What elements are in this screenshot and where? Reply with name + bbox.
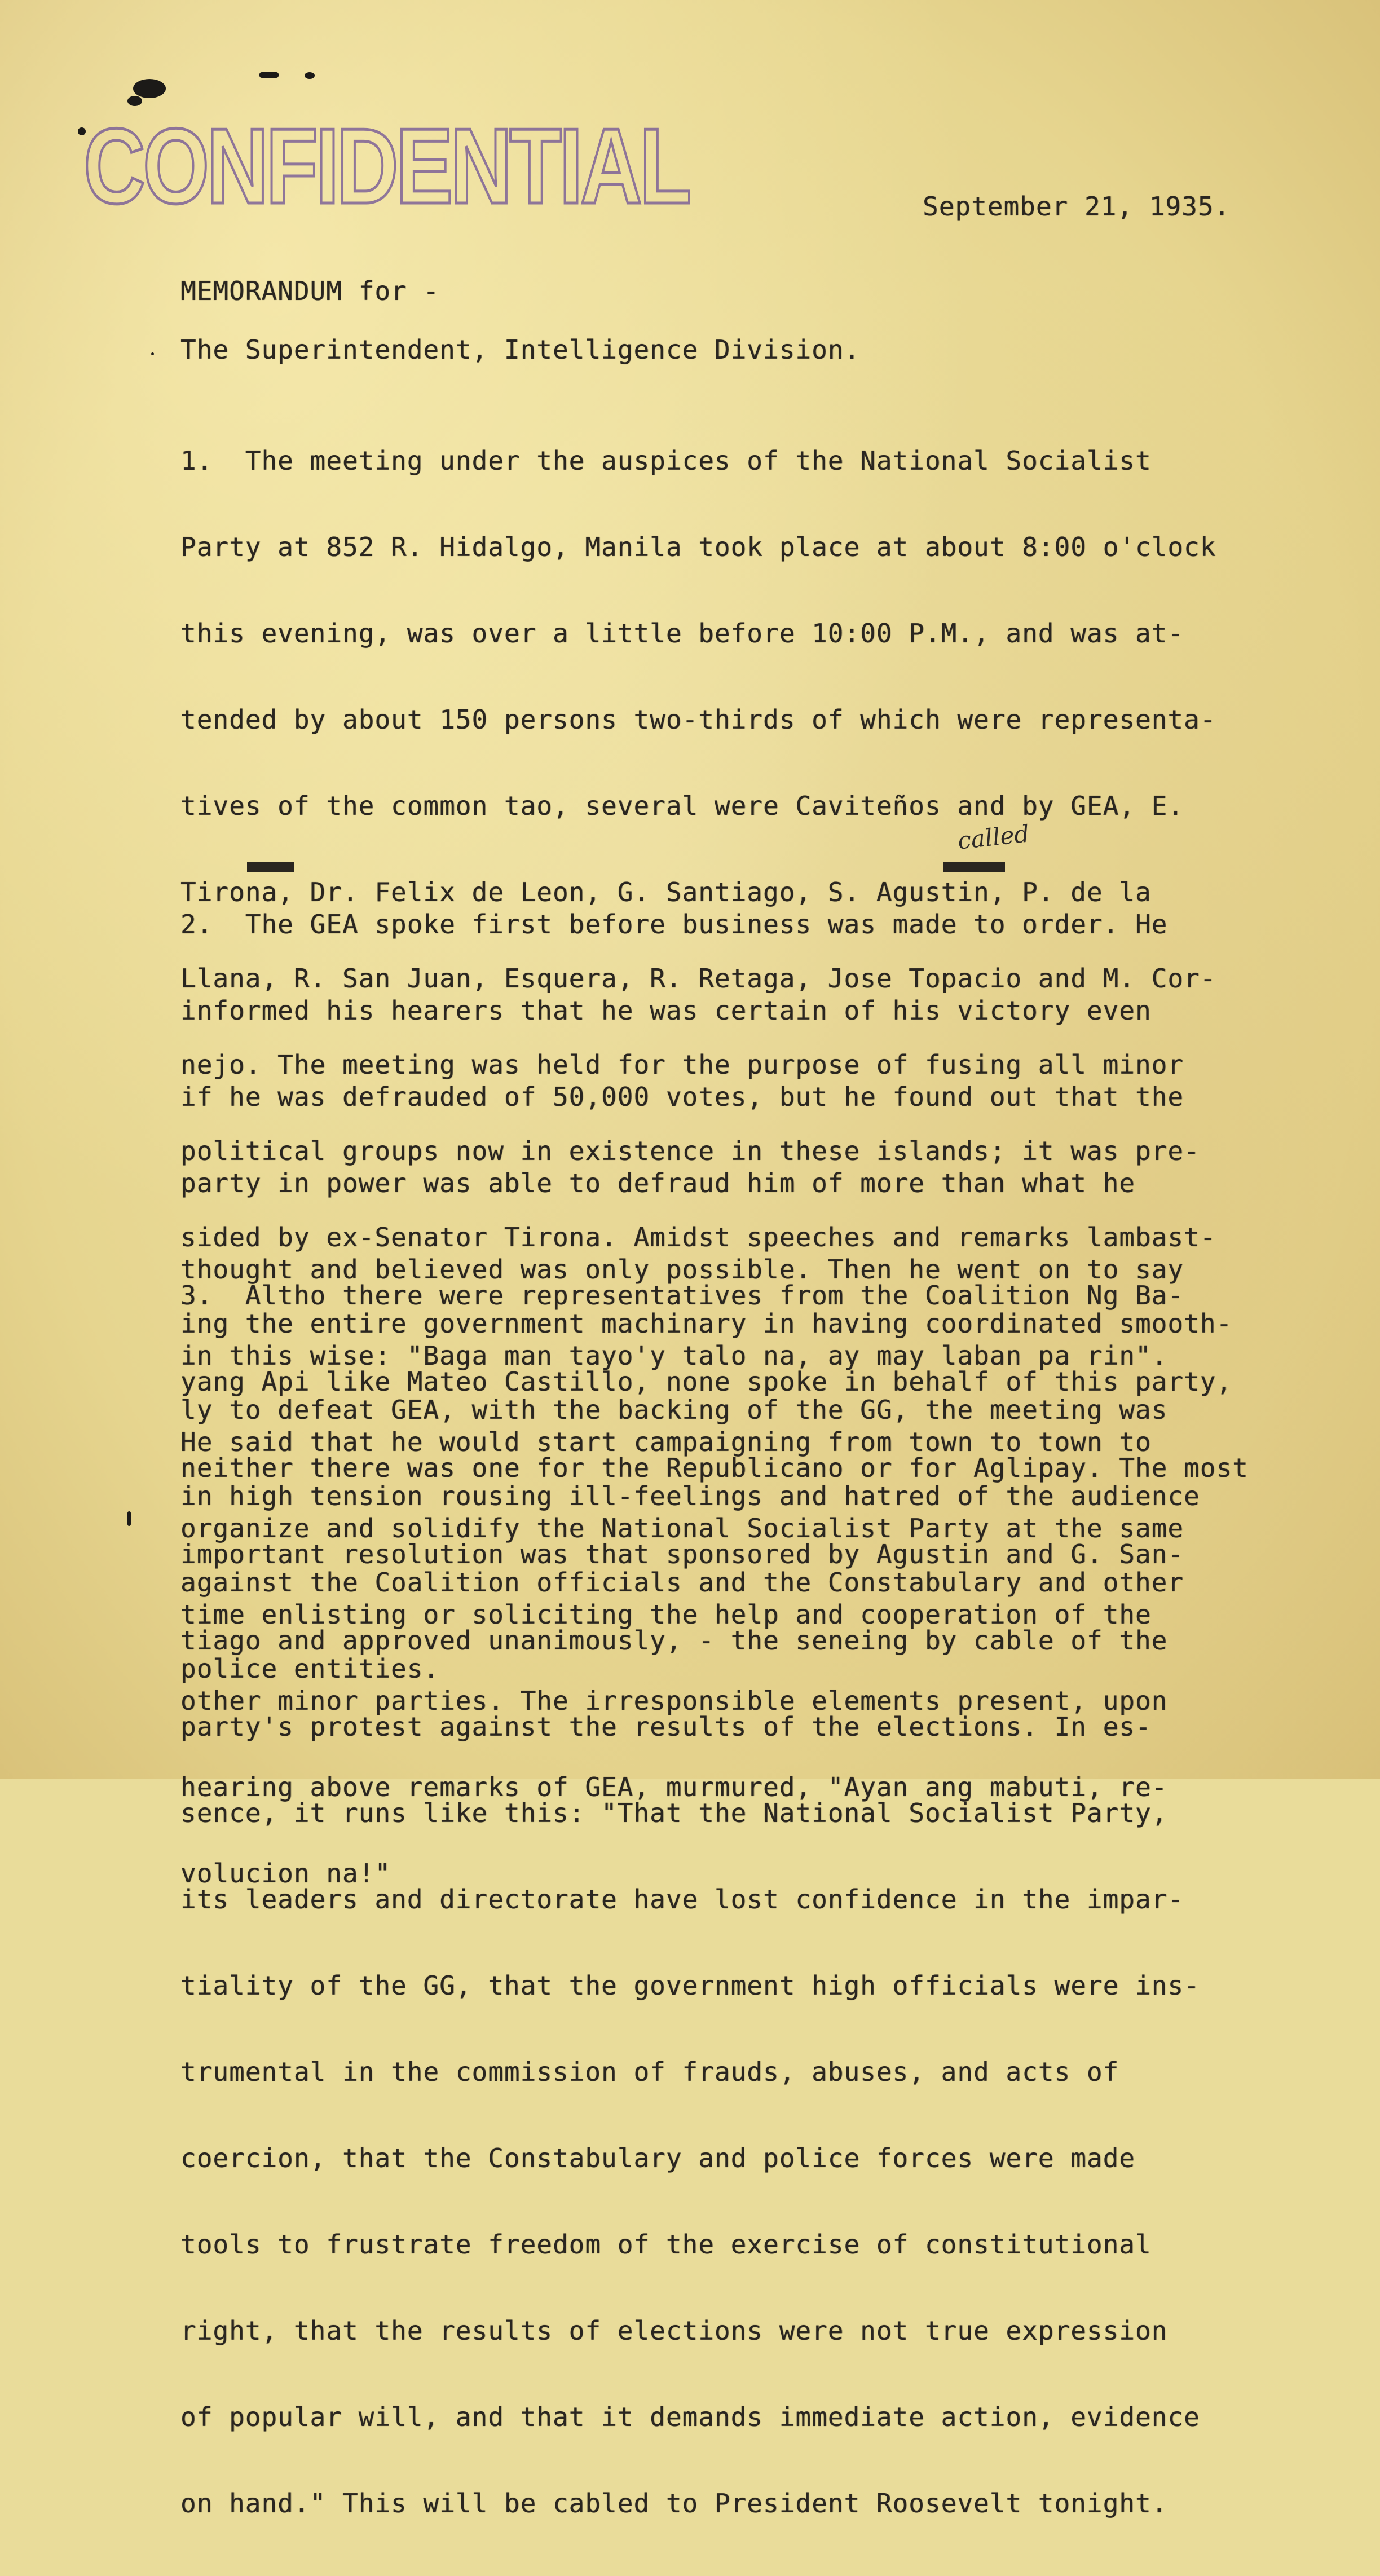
ink-speck bbox=[151, 352, 154, 355]
ink-blot bbox=[127, 96, 142, 106]
text-line: trumental in the commission of frauds, abuses, and acts of bbox=[180, 2057, 1119, 2087]
text-line: against the Coalition officials and the Constabulary and other bbox=[180, 1567, 1184, 1598]
handwritten-correction: called bbox=[956, 819, 1031, 855]
ink-blot bbox=[133, 79, 166, 98]
ink-blot bbox=[259, 72, 279, 78]
text-line: 1. The meeting under the auspices of the National Socialist bbox=[180, 445, 1152, 476]
ink-blot bbox=[305, 72, 315, 79]
text-line: right, that the results of elections were not true expression bbox=[180, 2315, 1168, 2346]
text-line: Llana, R. San Juan, Esquera, R. Retaga, Jose Topacio and M. Cor- bbox=[180, 963, 1216, 994]
text-line: volucion na!" bbox=[180, 1858, 391, 1889]
text-line: time enlisting or soliciting the help and cooperation of the bbox=[180, 1599, 1152, 1630]
text-line: 2. The GEA spoke first before business was made to order. He bbox=[180, 909, 1168, 939]
memo-addressee: The Superintendent, Intelligence Division. bbox=[180, 334, 861, 365]
memo-date: September 21, 1935. bbox=[923, 191, 1231, 222]
text-line: coercion, that the Constabulary and police forces were made bbox=[180, 2143, 1135, 2173]
paragraph-3 bbox=[180, 1224, 1286, 2575]
text-line: ing the entire government machinary in having coordinated smooth- bbox=[180, 1308, 1233, 1339]
text-line: tools to frustrate freedom of the exercise of constitutional bbox=[180, 2229, 1152, 2260]
confidential-stamp: CONFIDENTIAL bbox=[83, 107, 689, 226]
text-line: informed his hearers that he was certain of his victory even bbox=[180, 995, 1152, 1026]
text-line: sence, it runs like this: "That the National Socialist Party, bbox=[180, 1798, 1168, 1828]
text-line: party's protest against the results of the elections. In es- bbox=[180, 1712, 1152, 1742]
memo-heading: MEMORANDUM for - bbox=[180, 276, 440, 306]
text-line: other minor parties. The irresponsible elements present, upon bbox=[180, 1686, 1168, 1716]
text-line: tiality of the GG, that the government high officials were ins- bbox=[180, 1970, 1200, 2001]
text-line: its leaders and directorate have lost confidence in the impar- bbox=[180, 1884, 1184, 1915]
ink-speck bbox=[127, 1511, 131, 1526]
text-line: yang Api like Mateo Castillo, none spoke in behalf of this party, bbox=[180, 1366, 1233, 1397]
text-line: important resolution was that sponsored by Agustin and G. San- bbox=[180, 1539, 1184, 1569]
text-line: organize and solidify the National Socialist Party at the same bbox=[180, 1513, 1184, 1543]
text-line: neither there was one for the Republicano or for Aglipay. The most bbox=[180, 1453, 1249, 1483]
text-line: political groups now in existence in these islands; it was pre- bbox=[180, 1136, 1200, 1166]
text-line: on hand." This will be cabled to President Roosevelt tonight. bbox=[180, 2488, 1168, 2518]
text-line: hearing above remarks of GEA, murmured, "Ayan ang mabuti, re- bbox=[180, 1772, 1168, 1802]
text-line: nejo. The meeting was held for the purpose of fusing all minor bbox=[180, 1049, 1184, 1080]
text-line: tives of the common tao, several were Caviteños and by GEA, E. bbox=[180, 791, 1184, 821]
text-line: tiago and approved unanimously, - the seneing by cable of the bbox=[180, 1625, 1168, 1656]
text-line: sided by ex-Senator Tirona. Amidst speeches and remarks lambast- bbox=[180, 1222, 1216, 1252]
text-line: Party at 852 R. Hidalgo, Manila took place at about 8:00 o'clock bbox=[180, 532, 1216, 562]
text-line: if he was defrauded of 50,000 votes, but he found out that the bbox=[180, 1082, 1184, 1112]
text-line: 3. Altho there were representatives from the Coalition Ng Ba- bbox=[180, 1280, 1184, 1311]
text-line: in high tension rousing ill-feelings and hatred of the audience bbox=[180, 1481, 1200, 1511]
text-line: tended by about 150 persons two-thirds of which were representa- bbox=[180, 704, 1216, 735]
text-line: ly to defeat GEA, with the backing of the GG, the meeting was bbox=[180, 1395, 1168, 1425]
text-line: in this wise: "Baga man tayo'y talo na, ay may laban pa rin". bbox=[180, 1340, 1168, 1371]
text-line: thought and believed was only possible. Then he went on to say bbox=[180, 1254, 1184, 1285]
text-line: of popular will, and that it demands immediate action, evidence bbox=[180, 2402, 1200, 2432]
struck-word bbox=[943, 862, 1005, 872]
text-line: Tirona, Dr. Felix de Leon, G. Santiago, S. Agustin, P. de la bbox=[180, 877, 1152, 907]
text-line: this evening, was over a little before 10:00 P.M., and was at- bbox=[180, 618, 1184, 649]
text-line: He said that he would start campaigning from town to town to bbox=[180, 1427, 1152, 1457]
text-line: police entities. bbox=[180, 1653, 440, 1684]
text-line: party in power was able to defraud him of more than what he bbox=[180, 1168, 1135, 1198]
struck-word bbox=[247, 862, 294, 872]
